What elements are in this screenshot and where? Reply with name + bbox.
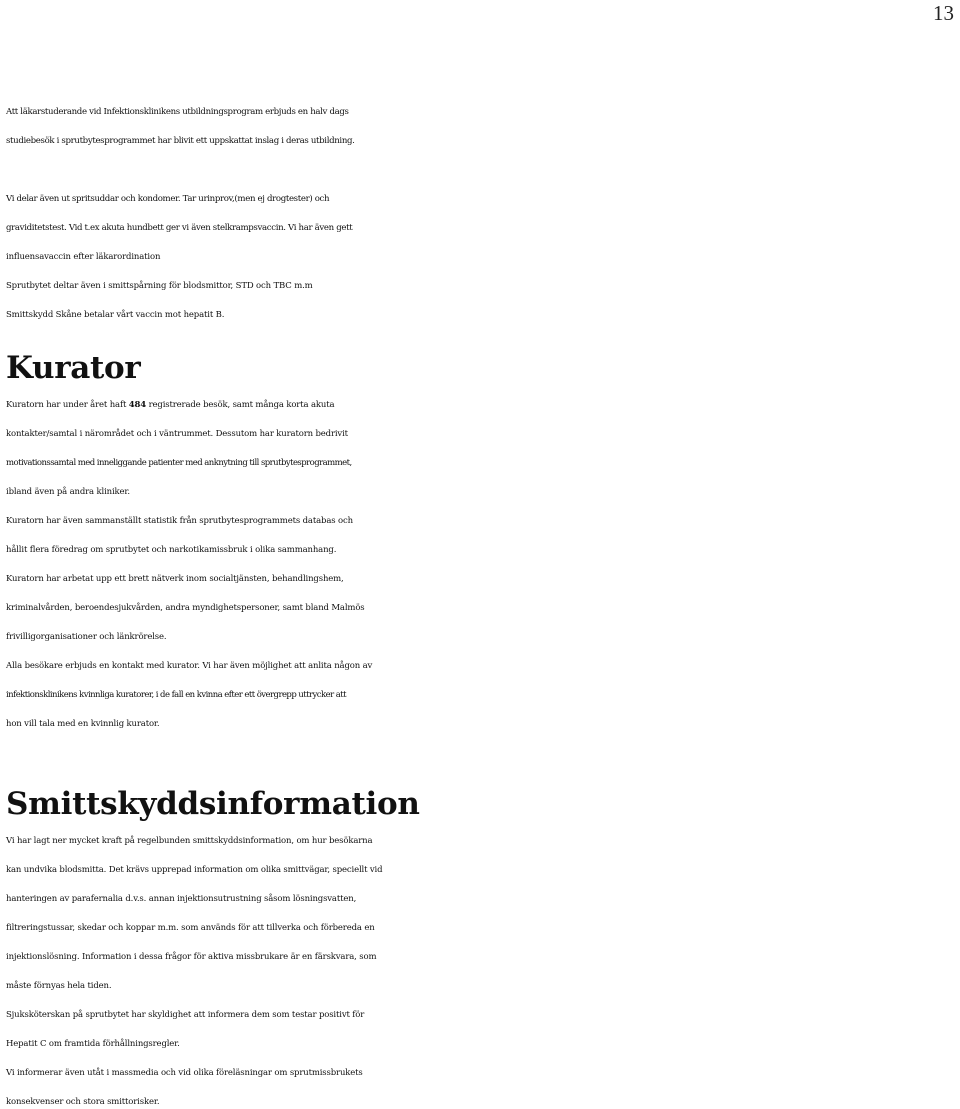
- kurator-section: [6, 348, 956, 739]
- smittskydd-line: Vi informerar även utåt i massmedia och vid olika föreläsningar om sprutmissbrukets: [6, 1068, 363, 1078]
- smittskydd-line: Hepatit C om framtida förhållningsregler.: [6, 1039, 180, 1049]
- smittskydd-line: Vi har lagt ner mycket kraft på regelbunden smittskyddsinformation, om hur besökarna: [6, 836, 373, 846]
- supplies-section: [6, 185, 956, 330]
- kurator-line-text: Kuratorn har under året haft: [6, 400, 129, 410]
- intro-line: studiebesök i sprutbytesprogrammet har blivit ett uppskattat inslag i deras utbildning.: [6, 136, 355, 146]
- smittskydd-line: hanteringen av parafernalia d.v.s. annan injektionsutrustning såsom lösningsvatten,: [6, 894, 357, 904]
- kurator-line: Kuratorn har även sammanställt statistik från sprutbytesprogrammets databas och: [6, 516, 353, 526]
- kurator-line: ibland även på andra kliniker.: [6, 487, 130, 497]
- kurator-line: infektionsklinikens kvinnliga kuratorer, i de fall en kvinna efter ett övergrepp uttrycker att: [6, 690, 346, 700]
- supplies-line: graviditetstest. Vid t.ex akuta hundbett ger vi även stelkrampsvaccin. Vi har även gett: [6, 223, 353, 233]
- kurator-line: Kuratorn har arbetat upp ett brett nätverk inom socialtjänsten, behandlingshem,: [6, 574, 344, 584]
- page-number: 13: [933, 1, 954, 25]
- supplies-line: Smittskydd Skåne betalar vårt vaccin mot hepatit B.: [6, 310, 225, 320]
- smittskydd-line: filtreringstussar, skedar och koppar m.m. som används för att tillverka och förbereda en: [6, 923, 375, 933]
- smittskydd-line: kan undvika blodsmitta. Det krävs upprepad information om olika smittvägar, speciellt vid: [6, 865, 383, 875]
- kurator-line: hon vill tala med en kvinnlig kurator.: [6, 719, 160, 729]
- intro-section: [6, 98, 956, 156]
- kurator-line: Alla besökare erbjuds en kontakt med kurator. Vi har även möjlighet att anlita någon av: [6, 661, 373, 671]
- visit-count: 484: [128, 400, 147, 410]
- kurator-line: kriminalvården, beroendesjukvården, andra myndighetspersoner, samt bland Malmös: [6, 603, 365, 613]
- supplies-line: influensavaccin efter läkarordination: [6, 252, 161, 262]
- supplies-line: Vi delar även ut spritsuddar och kondomer. Tar urinprov,(men ej drogtester) och: [6, 194, 330, 204]
- supplies-line: Sprutbytet deltar även i smittspårning för blodsmittor, STD och TBC m.m: [6, 281, 313, 291]
- smittskydd-heading: Smittskyddsinformation: [6, 786, 420, 822]
- kurator-line-text: registrerade besök, samt många korta akuta: [146, 400, 335, 410]
- intro-line: Att läkarstuderande vid Infektionsklinikens utbildningsprogram erbjuds en halv dags: [6, 107, 349, 117]
- section-gap: [6, 739, 956, 784]
- kurator-line: motivationssamtal med inneliggande patienter med anknytning till sprutbytesprogrammet,: [6, 458, 352, 468]
- smittskydd-line: måste förnyas hela tiden.: [6, 981, 112, 991]
- section-gap: [6, 330, 956, 344]
- smittskydd-line: injektionslösning. Information i dessa frågor för aktiva missbrukare är en färskvara, som: [6, 952, 377, 962]
- kurator-heading: Kurator: [6, 350, 141, 386]
- kurator-line: hållit flera föredrag om sprutbytet och narkotikamissbruk i olika sammanhang.: [6, 545, 337, 555]
- paragraph-gap: [6, 156, 956, 185]
- smittskydd-line: konsekvenser och stora smittorisker.: [6, 1097, 160, 1107]
- page-content: [6, 98, 956, 1109]
- kurator-line: [6, 391, 956, 420]
- kurator-line: frivilligorganisationer och länkrörelse.: [6, 632, 167, 642]
- smittskydd-section: [6, 784, 956, 1109]
- kurator-line: kontakter/samtal i närområdet och i väntrummet. Dessutom har kuratorn bedrivit: [6, 429, 348, 439]
- smittskydd-line: Sjuksköterskan på sprutbytet har skyldighet att informera dem som testar positivt för: [6, 1010, 365, 1020]
